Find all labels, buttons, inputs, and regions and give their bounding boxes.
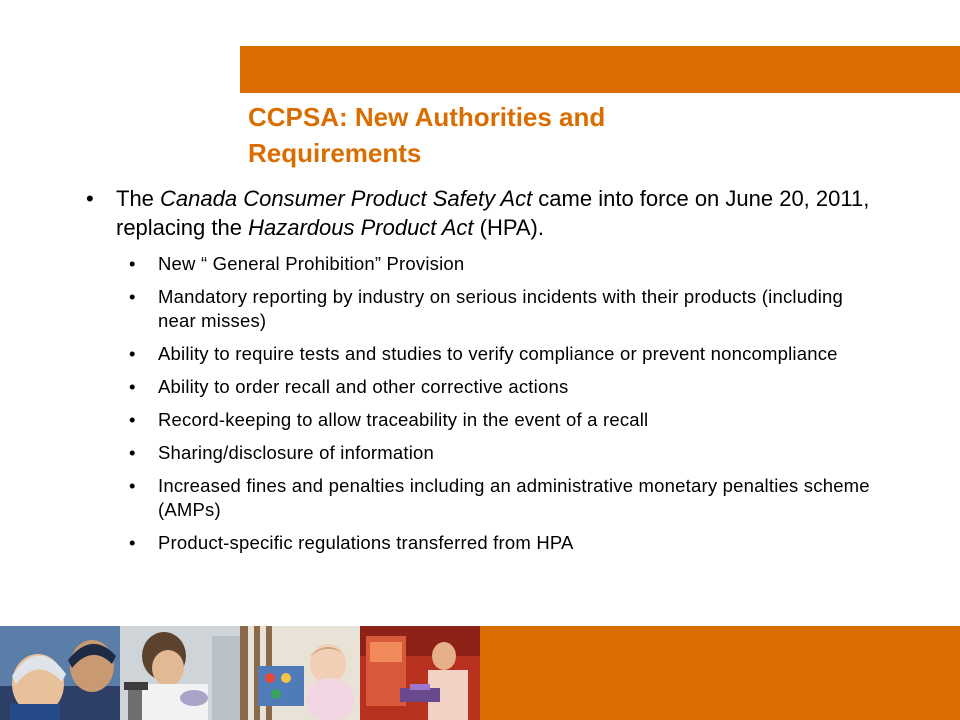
bullet-glyph: • xyxy=(129,475,136,496)
sub-bullet-text: Increased fines and penalties including an administrative monetary penalties scheme (AMPs) xyxy=(158,475,870,520)
bullet-glyph: • xyxy=(129,253,136,274)
main-bullet-text-1: The xyxy=(116,186,161,211)
bullet-glyph: • xyxy=(129,343,136,364)
bullet-glyph: • xyxy=(86,186,94,211)
slide-title xyxy=(248,99,808,171)
sub-bullet-list xyxy=(86,252,886,555)
title-line-1: CCPSA: New Authorities and xyxy=(248,102,606,132)
sub-bullet xyxy=(86,375,886,399)
main-bullet xyxy=(86,184,886,242)
photo-baby-toy xyxy=(240,626,360,720)
sub-bullet xyxy=(86,252,886,276)
sub-bullet xyxy=(86,285,886,333)
bullet-glyph: • xyxy=(129,376,136,397)
bullet-glyph: • xyxy=(129,532,136,553)
bullet-glyph: • xyxy=(129,442,136,463)
sub-bullet xyxy=(86,474,886,522)
sub-bullet-text: Ability to order recall and other corrective actions xyxy=(158,376,569,397)
sub-bullet xyxy=(86,531,886,555)
sub-bullet-text: Product-specific regulations transferred from HPA xyxy=(158,532,574,553)
photo-lab-microscope xyxy=(120,626,240,720)
sub-bullet-text: Ability to require tests and studies to verify compliance or prevent noncompliance xyxy=(158,343,838,364)
main-bullet-text-3: (HPA). xyxy=(473,215,544,240)
bottom-accent-bar xyxy=(480,626,960,720)
sub-bullet xyxy=(86,408,886,432)
slide-content xyxy=(86,184,886,564)
bullet-glyph: • xyxy=(129,286,136,307)
top-accent-bar xyxy=(240,46,960,93)
act-name-hpa: Hazardous Product Act xyxy=(248,215,474,240)
sub-bullet-text: Sharing/disclosure of information xyxy=(158,442,435,463)
sub-bullet xyxy=(86,441,886,465)
photo-lab-technician xyxy=(360,626,480,720)
sub-bullet-text: Mandatory reporting by industry on serious incidents with their products (including near misses) xyxy=(158,286,843,331)
sub-bullet-text: Record-keeping to allow traceability in the event of a recall xyxy=(158,409,649,430)
photo-child-helmet xyxy=(0,626,120,720)
photo-strip xyxy=(0,626,480,720)
title-line-2: Requirements xyxy=(248,138,422,168)
main-bullet-text-2: came into force on June 20, 2011, replacing the xyxy=(116,186,870,240)
act-name-ccpsa: Canada Consumer Product Safety Act xyxy=(160,186,533,211)
sub-bullet-text: New “ General Prohibition” Provision xyxy=(158,253,465,274)
sub-bullet xyxy=(86,342,886,366)
bullet-glyph: • xyxy=(129,409,136,430)
